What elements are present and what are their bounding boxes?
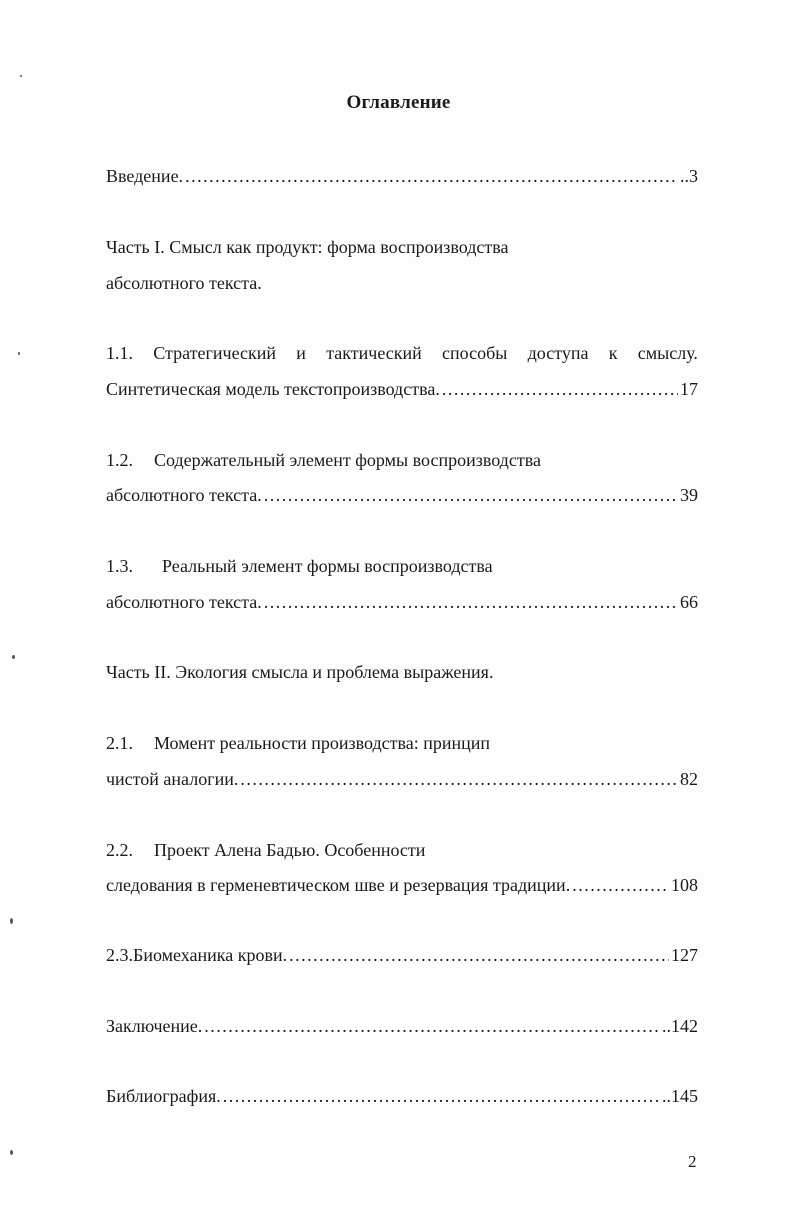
dot-leader [264, 590, 678, 614]
toc-entry-text: Биомеханика крови. [133, 945, 288, 965]
toc-section-1-3-line-2[interactable] [106, 590, 698, 614]
dot-leader [240, 767, 678, 791]
dot-leader [572, 873, 669, 897]
toc-entry-text: абсолютного текста. [106, 485, 262, 505]
toc-word: Стратегический [153, 343, 277, 363]
toc-page-number: 17 [680, 379, 698, 399]
dot-leader [264, 483, 678, 507]
toc-word: смыслу. [637, 343, 698, 363]
toc-page-number: ..142 [662, 1016, 698, 1036]
toc-section-2-1-line-2[interactable] [106, 767, 698, 791]
toc-entry-text: Реальный элемент формы воспроизводства [162, 556, 493, 576]
toc-section-number: 1.2. [106, 450, 133, 470]
toc-section-1-3-line-1[interactable] [106, 554, 698, 578]
toc-section-number: 2.3. [106, 945, 133, 965]
toc-section-2-3[interactable] [106, 943, 698, 967]
toc-part-2-line-1: Часть II. Экология смысла и проблема выражения. [106, 662, 494, 682]
toc-page-number: 82 [680, 769, 698, 789]
toc-entry-text: чистой аналогии. [106, 769, 239, 789]
toc-entry-text: Библиография. [106, 1086, 221, 1106]
dot-leader [185, 164, 678, 188]
toc-section-number: 2.2. [106, 840, 133, 860]
toc-entry-bibliography[interactable] [106, 1084, 698, 1108]
toc-page-number: 66 [680, 592, 698, 612]
scan-speck [12, 655, 15, 659]
toc-entry-text: Синтетическая модель текстопроизводства. [106, 379, 440, 399]
toc-entry-text: Содержательный элемент формы воспроизводства [154, 450, 541, 470]
toc-section-2-2-line-2[interactable] [106, 873, 698, 897]
scan-speck [10, 1150, 13, 1155]
scan-speck [18, 352, 20, 355]
toc-page-number: 127 [671, 945, 698, 965]
toc-section-1-1-line-2[interactable] [106, 377, 698, 401]
toc-entry-text: Введение. [106, 166, 184, 186]
page-title: Оглавление [346, 92, 451, 113]
scan-speck [20, 75, 22, 77]
toc-section-2-2-line-1[interactable] [106, 838, 698, 862]
toc-entry-intro[interactable] [106, 164, 698, 188]
toc-entry-text: Заключение. [106, 1016, 203, 1036]
toc-part-1-line-2: абсолютного текста. [106, 273, 262, 293]
toc-section-1-2-line-1[interactable] [106, 448, 698, 472]
page-number: 2 [688, 1152, 697, 1171]
toc-word: способы [442, 343, 508, 363]
toc-entry-text: следования в герменевтическом шве и резервация традиции. [106, 875, 571, 895]
toc-page-number: ..145 [662, 1086, 698, 1106]
toc-section-number: 2.1. [106, 733, 133, 753]
dot-leader [442, 377, 678, 401]
toc-word: к [608, 343, 618, 363]
scan-speck [10, 918, 13, 924]
toc-section-2-1-line-1[interactable] [106, 731, 698, 755]
toc-page-number: 108 [671, 875, 698, 895]
toc-entry-conclusion[interactable] [106, 1014, 698, 1038]
dot-leader [223, 1084, 660, 1108]
toc-page-number: 39 [680, 485, 698, 505]
toc-entry-text: Проект Алена Бадью. Особенности [154, 840, 426, 860]
dot-leader [289, 943, 669, 967]
dot-leader [204, 1014, 660, 1038]
toc-word: тактический [326, 343, 422, 363]
toc-entry-text: абсолютного текста. [106, 592, 262, 612]
toc-part-1-line-1: Часть I. Смысл как продукт: форма воспроизводства [106, 237, 509, 257]
toc-entry-text: Момент реальности производства: принцип [154, 733, 491, 753]
toc-word: 1.1. [106, 343, 133, 363]
toc-page-number: ..3 [680, 166, 698, 186]
toc-section-1-1-line-1[interactable] [106, 341, 698, 365]
toc-word: доступа [527, 343, 589, 363]
toc-word: и [296, 343, 306, 363]
toc-section-number: 1.3. [106, 556, 133, 576]
toc-section-1-2-line-2[interactable] [106, 483, 698, 507]
